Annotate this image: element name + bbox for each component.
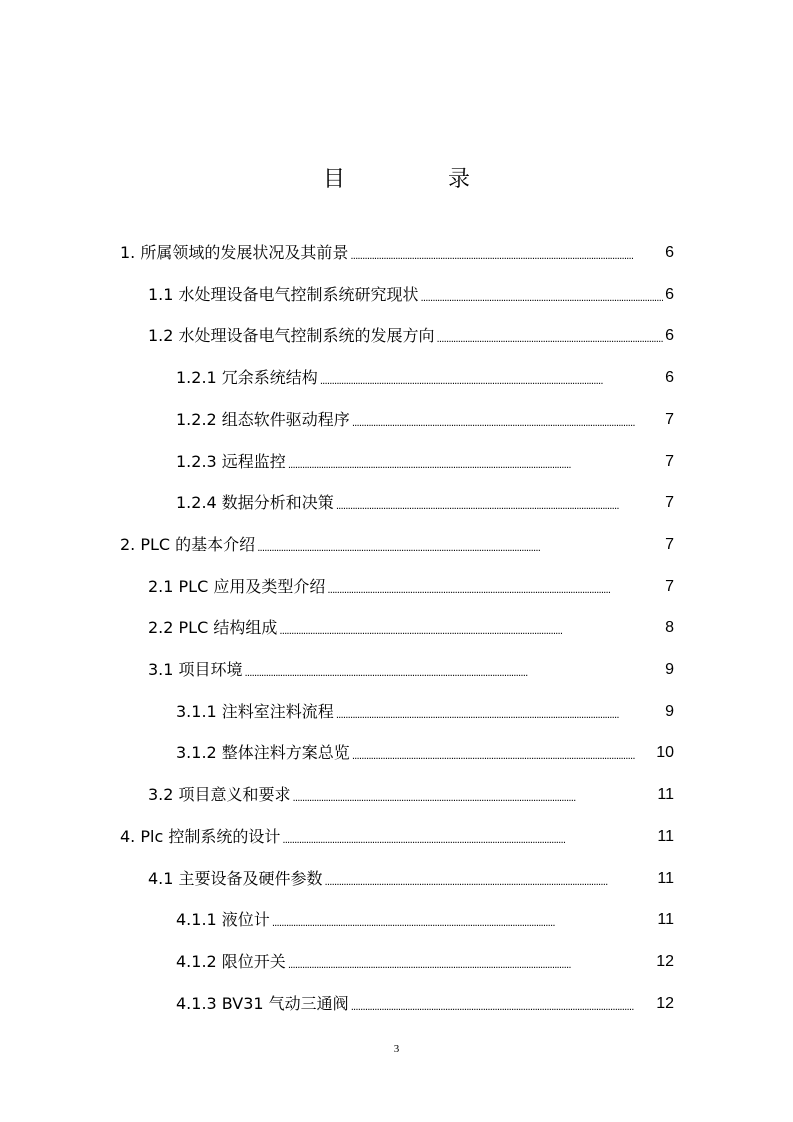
toc-entry-page: 6: [665, 244, 674, 261]
toc-entry-page: 12: [656, 952, 674, 970]
toc-entry-page: 6: [665, 285, 674, 303]
toc-entry-page: 9: [665, 661, 674, 678]
toc-entry[interactable]: [176, 899, 674, 941]
toc-entry-page: 7: [665, 452, 674, 470]
toc-entry-page: 10: [656, 744, 674, 762]
toc-entry-page: 8: [665, 619, 674, 637]
toc-dot-leader: [336, 702, 663, 722]
toc-entry-label: 1. 所属领域的发展状况及其前景: [120, 243, 349, 262]
toc-entry[interactable]: [120, 816, 674, 858]
toc-entry-page: 6: [665, 327, 674, 345]
toc-dot-leader: [421, 285, 664, 305]
toc-entry-page: 7: [665, 535, 674, 553]
toc-entry-label: 4.1 主要设备及硬件参数: [148, 868, 323, 888]
toc-entry-page: 7: [665, 410, 674, 428]
toc-entry[interactable]: [148, 566, 674, 608]
toc-entry-page: 11: [657, 786, 674, 804]
toc-dot-leader: [325, 869, 656, 889]
toc-dot-leader: [245, 660, 664, 680]
toc-entry-page: 6: [665, 369, 674, 387]
toc-entry-page: 12: [656, 994, 674, 1012]
toc-entry-page: 11: [657, 827, 674, 845]
toc-entry-label: 4.1.2 限位开关: [176, 951, 286, 971]
toc-entry[interactable]: [176, 732, 674, 774]
toc-entry-label: 4.1.1 液位计: [176, 910, 270, 930]
toc-dot-leader: [288, 452, 663, 472]
toc-entry[interactable]: [148, 315, 674, 357]
toc-entry-label: 1.2.2 组态软件驱动程序: [176, 409, 350, 429]
toc-entry[interactable]: [148, 858, 674, 900]
toc-entry[interactable]: [120, 524, 674, 566]
toc-entry[interactable]: [176, 941, 674, 983]
toc-entry[interactable]: [148, 649, 674, 691]
toc-entry-label: 1.2.1 冗余系统结构: [176, 368, 318, 388]
toc-entry[interactable]: [148, 607, 674, 649]
toc-title: 目 录: [323, 167, 518, 192]
toc-dot-leader: [437, 326, 664, 346]
toc-dot-leader: [272, 910, 656, 930]
toc-entry-page: 11: [657, 911, 674, 929]
toc-dot-leader: [352, 410, 663, 430]
toc-entry-page: 9: [665, 702, 674, 720]
toc-entry[interactable]: [176, 441, 674, 483]
toc-entry-label: 2. PLC 的基本介绍: [120, 534, 256, 554]
toc-entry[interactable]: [148, 274, 674, 316]
toc-entry-label: 1.1 水处理设备电气控制系统研究现状: [148, 284, 419, 304]
toc-entry-page: 7: [665, 494, 674, 512]
toc-entry-label: 1.2 水处理设备电气控制系统的发展方向: [148, 326, 435, 346]
toc-entry[interactable]: [148, 774, 674, 816]
toc-entry-label: 4.1.3 BV31 气动三通阀: [176, 993, 349, 1013]
toc-entry-label: 3.1.1 注料室注料流程: [176, 701, 334, 721]
toc-dot-leader: [352, 743, 654, 763]
toc-entry[interactable]: [120, 232, 674, 274]
toc-entry[interactable]: [176, 399, 674, 441]
toc-entry-label: 4. Plc 控制系统的设计: [120, 826, 281, 846]
toc-entry-page: 11: [657, 869, 674, 887]
page-number: 3: [393, 1043, 400, 1055]
toc-entry-label: 3.2 项目意义和要求: [148, 785, 291, 805]
toc-entry-label: 2.1 PLC 应用及类型介绍: [148, 576, 326, 596]
toc-dot-leader: [279, 618, 663, 638]
toc-entry-label: 1.2.3 远程监控: [176, 451, 286, 471]
toc-entry-page: 7: [665, 577, 674, 595]
toc-entry[interactable]: [176, 482, 674, 524]
toc-entry[interactable]: [176, 691, 674, 733]
toc-dot-leader: [320, 368, 663, 388]
toc-dot-leader: [257, 535, 663, 555]
toc-dot-leader: [327, 577, 663, 597]
toc-dot-leader: [351, 994, 655, 1014]
toc-dot-leader: [350, 243, 663, 263]
toc-entry[interactable]: [176, 983, 674, 1025]
toc-dot-leader: [282, 827, 655, 847]
toc-dot-leader: [293, 785, 656, 805]
toc-entry[interactable]: [176, 357, 674, 399]
toc-entry-label: 2.2 PLC 结构组成: [148, 618, 278, 638]
toc-entry-label: 3.1 项目环境: [148, 660, 243, 679]
toc-entry-label: 3.1.2 整体注料方案总览: [176, 743, 350, 763]
toc-dot-leader: [336, 493, 663, 513]
toc-entry-label: 1.2.4 数据分析和决策: [176, 493, 334, 513]
toc-dot-leader: [288, 952, 654, 972]
